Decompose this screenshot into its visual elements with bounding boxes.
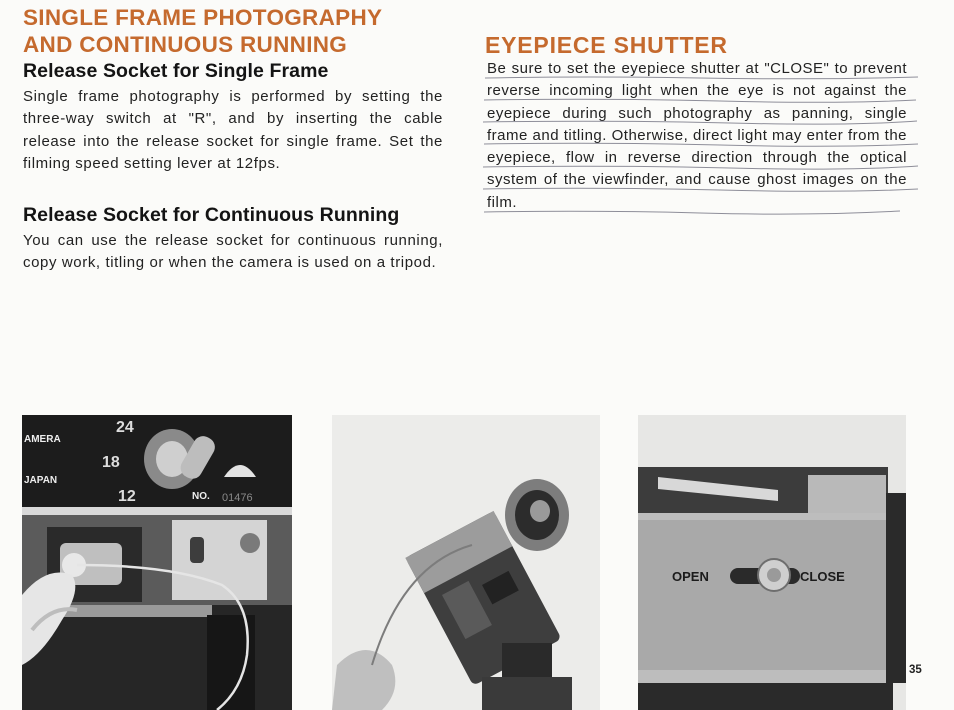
fps-24-label: 24 [116,419,134,436]
title-line-1: SINGLE FRAME PHOTOGRAPHY [23,5,383,30]
single-frame-heading: Release Socket for Single Frame [23,60,329,82]
camera-label: AMERA [24,434,61,445]
photo-camera-tripod [332,415,600,710]
serial-number: 01476 [222,492,253,504]
single-frame-body: Single frame photography is performed by setting the three-way switch at "R", and by inserting the cable release into the release socket for single frame. Set the filming speed setting lever at 12fps. [23,88,443,172]
main-title [23,4,453,58]
continuous-running-heading: Release Socket for Continuous Running [23,204,400,226]
shutter-close-label: CLOSE [800,569,845,584]
title-line-2: AND CONTINUOUS RUNNING [23,32,348,57]
fps-18-label: 18 [102,454,120,471]
photo-release-socket [22,415,292,710]
eyepiece-shutter-heading: EYEPIECE SHUTTER [485,32,728,58]
page-number: 35 [909,664,922,676]
japan-label: JAPAN [24,475,58,486]
eyepiece-shutter-body: Be sure to set the eyepiece shutter at "CLOSE" to prevent reverse incoming light when the eye is not against the eyepiece during such photography as panning, single frame and titling. Otherwise, direct light may enter from the eyepiece, flow in reverse direction through the optical system of the viewfinder, and cause ghost images on the film. [487,60,907,211]
shutter-open-label: OPEN [672,569,709,584]
fps-12-label: 12 [118,488,136,505]
continuous-running-body: You can use the release socket for continuous running, copy work, titling or when the camera is used on a tripod. [23,232,443,272]
serial-no-label: NO. [192,491,210,502]
photo-eyepiece-shutter [638,415,906,710]
